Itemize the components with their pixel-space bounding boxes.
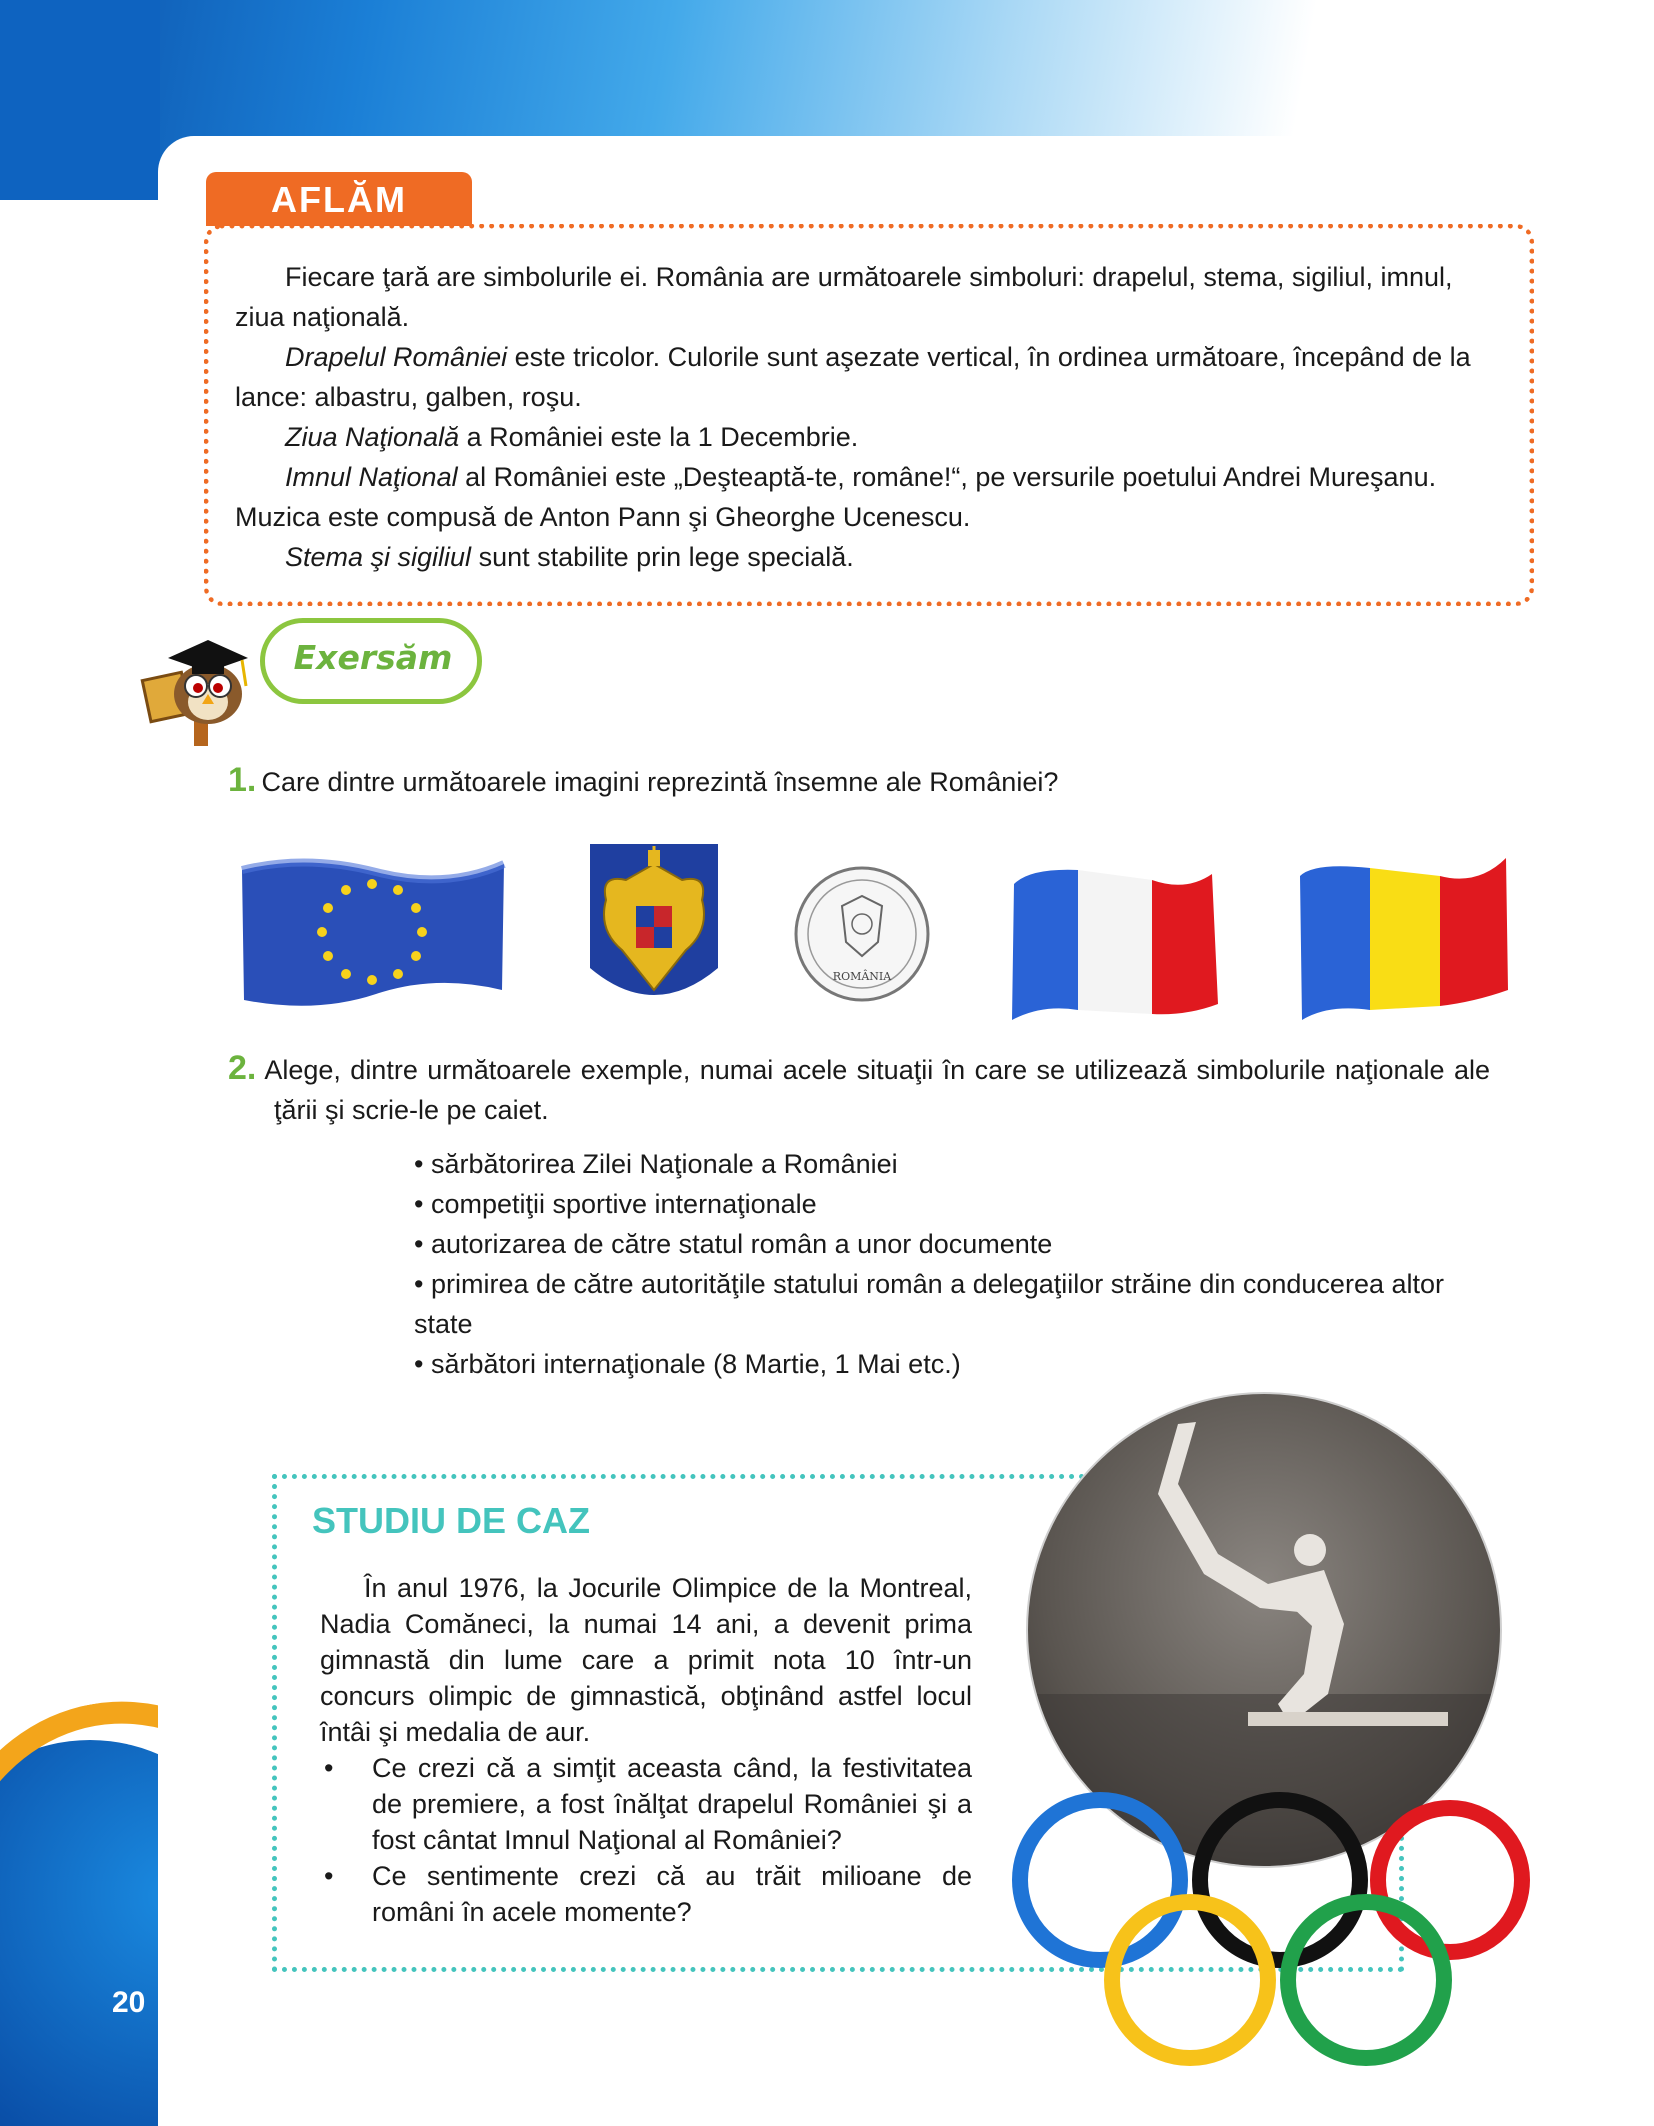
case-study-title: STUDIU DE CAZ	[312, 1500, 590, 1541]
romania-flag-image	[1294, 850, 1514, 1022]
term-ziua: Ziua Naţională	[285, 422, 460, 452]
symbols-image-row	[0, 830, 1654, 1030]
eu-flag-image	[236, 850, 508, 1010]
question-1-number: 1.	[228, 761, 257, 799]
case-study-text	[320, 1570, 972, 1930]
term-stema: Stema şi sigiliul	[285, 542, 472, 572]
exersam-heading: Exersăm	[293, 638, 453, 677]
aflam-box	[204, 224, 1534, 606]
list-item: • sărbători internaţionale (8 Martie, 1 Mai etc.)	[414, 1349, 961, 1379]
list-item: • sărbătorirea Zilei Naţionale a României	[414, 1149, 898, 1179]
olympic-rings-icon	[1010, 1780, 1530, 2080]
question-1	[228, 758, 1528, 802]
question-2-text: Alege, dintre următoarele exemple, numai acele situaţii în care se utilizează simbolurile naţionale ale ţării şi scrie-le pe caiet.	[264, 1055, 1490, 1125]
list-item: • competiţii sportive internaţionale	[414, 1189, 817, 1219]
romania-seal-image	[792, 864, 932, 1004]
case-study-paragraph: În anul 1976, la Jocurile Olimpice de la Montreal, Nadia Comăneci, la numai 14 ani, a devenit prima gimnastă din lume care a primit nota 10 într-un concurs olimpic de gimnastică, obţinând astfel locul întâi şi medalia de aur.	[320, 1573, 972, 1747]
examples-list	[414, 1144, 1494, 1384]
term-drapel: Drapelul României	[285, 342, 508, 372]
left-band-top	[0, 0, 160, 200]
france-flag-image	[1006, 854, 1224, 1024]
aflam-paragraph-2: Drapelul României este tricolor. Culorile sunt aşezate vertical, în ordinea următoare, începând de la lance: albastru, galben, roşu.	[235, 342, 1471, 412]
aflam-paragraph-5: Stema şi sigiliul sunt stabilite prin lege specială.	[285, 542, 854, 572]
question-2-number: 2.	[228, 1049, 257, 1087]
term-imn: Imnul Naţional	[285, 462, 458, 492]
list-item: • Ce sentimente crezi că au trăit milioane de români în acele momente?	[324, 1861, 972, 1927]
aflam-paragraph-3: Ziua Naţională a României este la 1 Decembrie.	[285, 422, 859, 452]
question-1-text: Care dintre următoarele imagini reprezintă însemne ale României?	[261, 767, 1059, 797]
aflam-heading: AFLĂM	[206, 172, 472, 226]
list-item: • autorizarea de către statul român a unor documente	[414, 1229, 1053, 1259]
list-item: • Ce crezi că a simţit aceasta când, la festivitatea de premiere, a fost înălţat drapelul României şi a fost cântat Imnul Naţional al României?	[324, 1753, 972, 1855]
romania-coat-of-arms-image	[586, 840, 722, 1022]
question-2	[228, 1048, 1490, 1130]
aflam-paragraph-1: Fiecare ţară are simbolurile ei. România are următoarele simboluri: drapelul, stema, sigiliul, imnul, ziua naţională.	[235, 262, 1453, 332]
seal-text: ROMÂNIA	[832, 970, 892, 983]
case-study-questions	[320, 1750, 972, 1930]
page-number: 20	[112, 1986, 146, 2019]
owl-mascot-icon	[138, 616, 278, 746]
list-item: • primirea de către autorităţile statului român a delegaţiilor străine din conducerea altor state	[414, 1269, 1444, 1339]
aflam-paragraph-4: Imnul Naţional al României este „Deşteaptă-te, române!“, pe versurile poetului Andrei Mureşanu. Muzica este compusă de Anton Pann şi Gheorghe Ucenescu.	[235, 462, 1437, 532]
